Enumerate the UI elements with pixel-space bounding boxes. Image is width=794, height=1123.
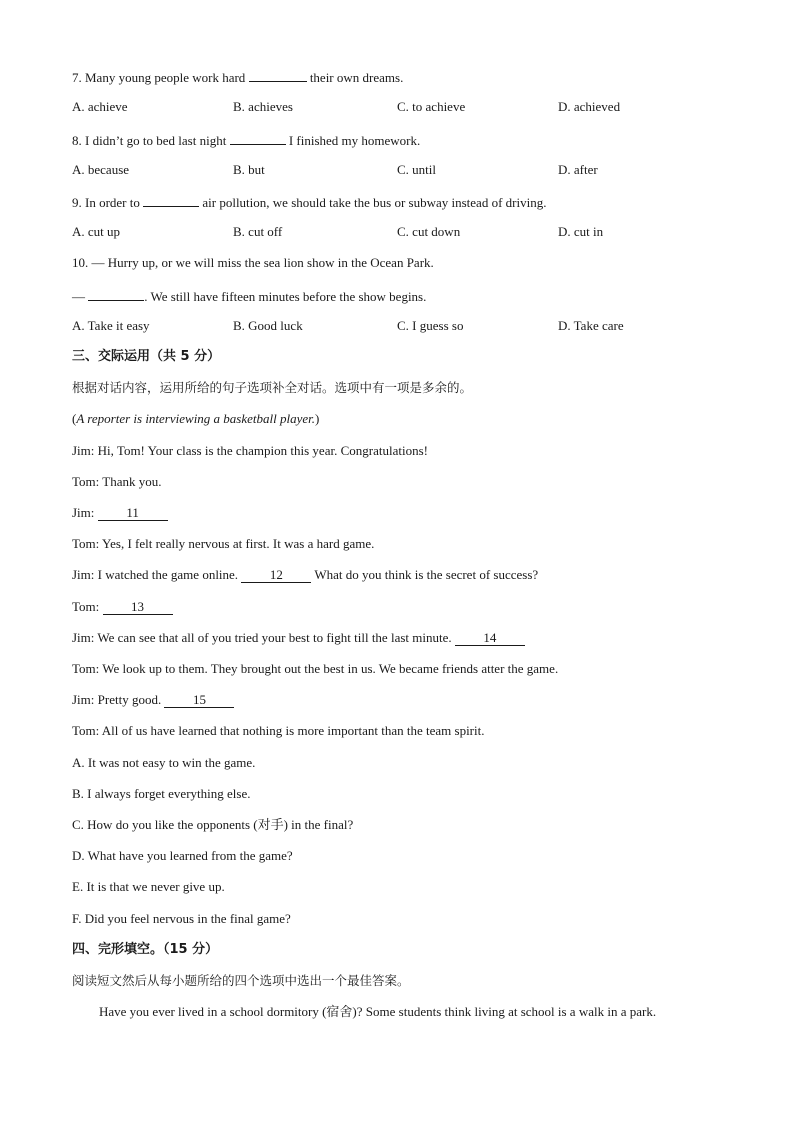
q7-blank[interactable] bbox=[249, 68, 307, 82]
q8-blank[interactable] bbox=[230, 131, 286, 145]
dialogue-line-4: Tom: Yes, I felt really nervous at first. It was a hard game. bbox=[72, 536, 375, 551]
blank-15[interactable]: 15 bbox=[164, 693, 234, 708]
section-3-heading: 三、交际运用（共 5 分） bbox=[72, 349, 221, 364]
option-a[interactable]: A. cut up bbox=[72, 224, 121, 239]
question-8-stem bbox=[72, 131, 420, 149]
option-c[interactable]: C. to achieve bbox=[397, 99, 466, 114]
option-a[interactable]: A. because bbox=[72, 162, 130, 177]
dialogue-line-5-start: Jim: I watched the game online. bbox=[72, 567, 239, 582]
question-9-options bbox=[72, 224, 732, 240]
section-4-instruction: 阅读短文然后从每小题所给的四个选项中选出一个最佳答案。 bbox=[72, 973, 410, 988]
dialogue-line-7 bbox=[72, 630, 525, 646]
q7-stem-end: their own dreams. bbox=[309, 70, 404, 85]
context-text: A reporter is interviewing a basketball player. bbox=[76, 411, 316, 426]
q9-stem-end: air pollution, we should take the bus or subway instead of driving. bbox=[202, 195, 547, 210]
q7-stem-start: 7. Many young people work hard bbox=[72, 70, 246, 85]
blank-12[interactable]: 12 bbox=[241, 568, 311, 583]
speaker-jim: Jim: bbox=[72, 505, 95, 520]
blank-11[interactable]: 11 bbox=[98, 506, 168, 521]
dialogue-line-5-end: What do you think is the secret of success? bbox=[314, 567, 539, 582]
q9-stem-start: 9. In order to bbox=[72, 195, 140, 210]
q9-blank[interactable] bbox=[143, 193, 199, 207]
speaker-tom: Tom: bbox=[72, 599, 100, 614]
option-d[interactable]: D. after bbox=[558, 162, 598, 177]
dialogue-line-6 bbox=[72, 599, 173, 615]
choice-d[interactable]: D. What have you learned from the game? bbox=[72, 848, 293, 863]
dialogue-line-3 bbox=[72, 505, 168, 521]
section-3-instruction: 根据对话内容，运用所给的句子选项补全对话。选项中有一项是多余的。 bbox=[72, 380, 473, 395]
choice-a[interactable]: A. It was not easy to win the game. bbox=[72, 755, 256, 770]
question-10-line2 bbox=[72, 287, 426, 305]
q8-stem-start: 8. I didn’t go to bed last night bbox=[72, 133, 227, 148]
blank-14[interactable]: 14 bbox=[455, 631, 525, 646]
dialogue-line-9 bbox=[72, 692, 234, 708]
option-d[interactable]: D. Take care bbox=[558, 318, 624, 333]
blank-13[interactable]: 13 bbox=[103, 600, 173, 615]
option-c[interactable]: C. I guess so bbox=[397, 318, 464, 333]
section-4-heading: 四、完形填空。（15 分） bbox=[72, 942, 219, 957]
choice-e[interactable]: E. It is that we never give up. bbox=[72, 879, 225, 894]
q10-blank[interactable] bbox=[88, 287, 144, 301]
dialogue-context: (A reporter is interviewing a basketball player.) bbox=[72, 411, 320, 426]
option-b[interactable]: B. achieves bbox=[233, 99, 293, 114]
question-7-options bbox=[72, 99, 732, 115]
dialogue-line-5 bbox=[72, 567, 538, 583]
option-c[interactable]: C. until bbox=[397, 162, 437, 177]
option-a[interactable]: A. achieve bbox=[72, 99, 128, 114]
option-b[interactable]: B. Good luck bbox=[233, 318, 303, 333]
question-7-stem bbox=[72, 68, 403, 86]
choice-f[interactable]: F. Did you feel nervous in the final game? bbox=[72, 911, 291, 926]
dialogue-line-2: Tom: Thank you. bbox=[72, 474, 162, 489]
option-d[interactable]: D. achieved bbox=[558, 99, 621, 114]
question-9-stem bbox=[72, 193, 546, 211]
question-8-options bbox=[72, 162, 732, 178]
dialogue-line-7-text: Jim: We can see that all of you tried your best to fight till the last minute. bbox=[72, 630, 452, 645]
option-a[interactable]: A. Take it easy bbox=[72, 318, 150, 333]
q8-stem-end: I finished my homework. bbox=[288, 133, 421, 148]
option-b[interactable]: B. cut off bbox=[233, 224, 283, 239]
option-d[interactable]: D. cut in bbox=[558, 224, 604, 239]
dialogue-line-9-text: Jim: Pretty good. bbox=[72, 692, 162, 707]
dialogue-line-1: Jim: Hi, Tom! Your class is the champion this year. Congratulations! bbox=[72, 443, 428, 458]
question-10-line1: 10. — Hurry up, or we will miss the sea lion show in the Ocean Park. bbox=[72, 255, 434, 270]
q10-line2-text: . We still have fifteen minutes before the show begins. bbox=[144, 289, 427, 304]
choice-c[interactable]: C. How do you like the opponents (对手) in the final? bbox=[72, 817, 354, 832]
dialogue-line-8: Tom: We look up to them. They brought out the best in us. We became friends atter the game. bbox=[72, 661, 559, 676]
q10-dash: — bbox=[72, 289, 85, 304]
option-b[interactable]: B. but bbox=[233, 162, 265, 177]
option-c[interactable]: C. cut down bbox=[397, 224, 461, 239]
passage-start: Have you ever lived in a school dormitory (宿舍)? Some students think living at school is a walk in a park. bbox=[99, 1004, 657, 1019]
choice-b[interactable]: B. I always forget everything else. bbox=[72, 786, 251, 801]
question-10-options bbox=[72, 318, 732, 334]
dialogue-line-10: Tom: All of us have learned that nothing is more important than the team spirit. bbox=[72, 723, 485, 738]
